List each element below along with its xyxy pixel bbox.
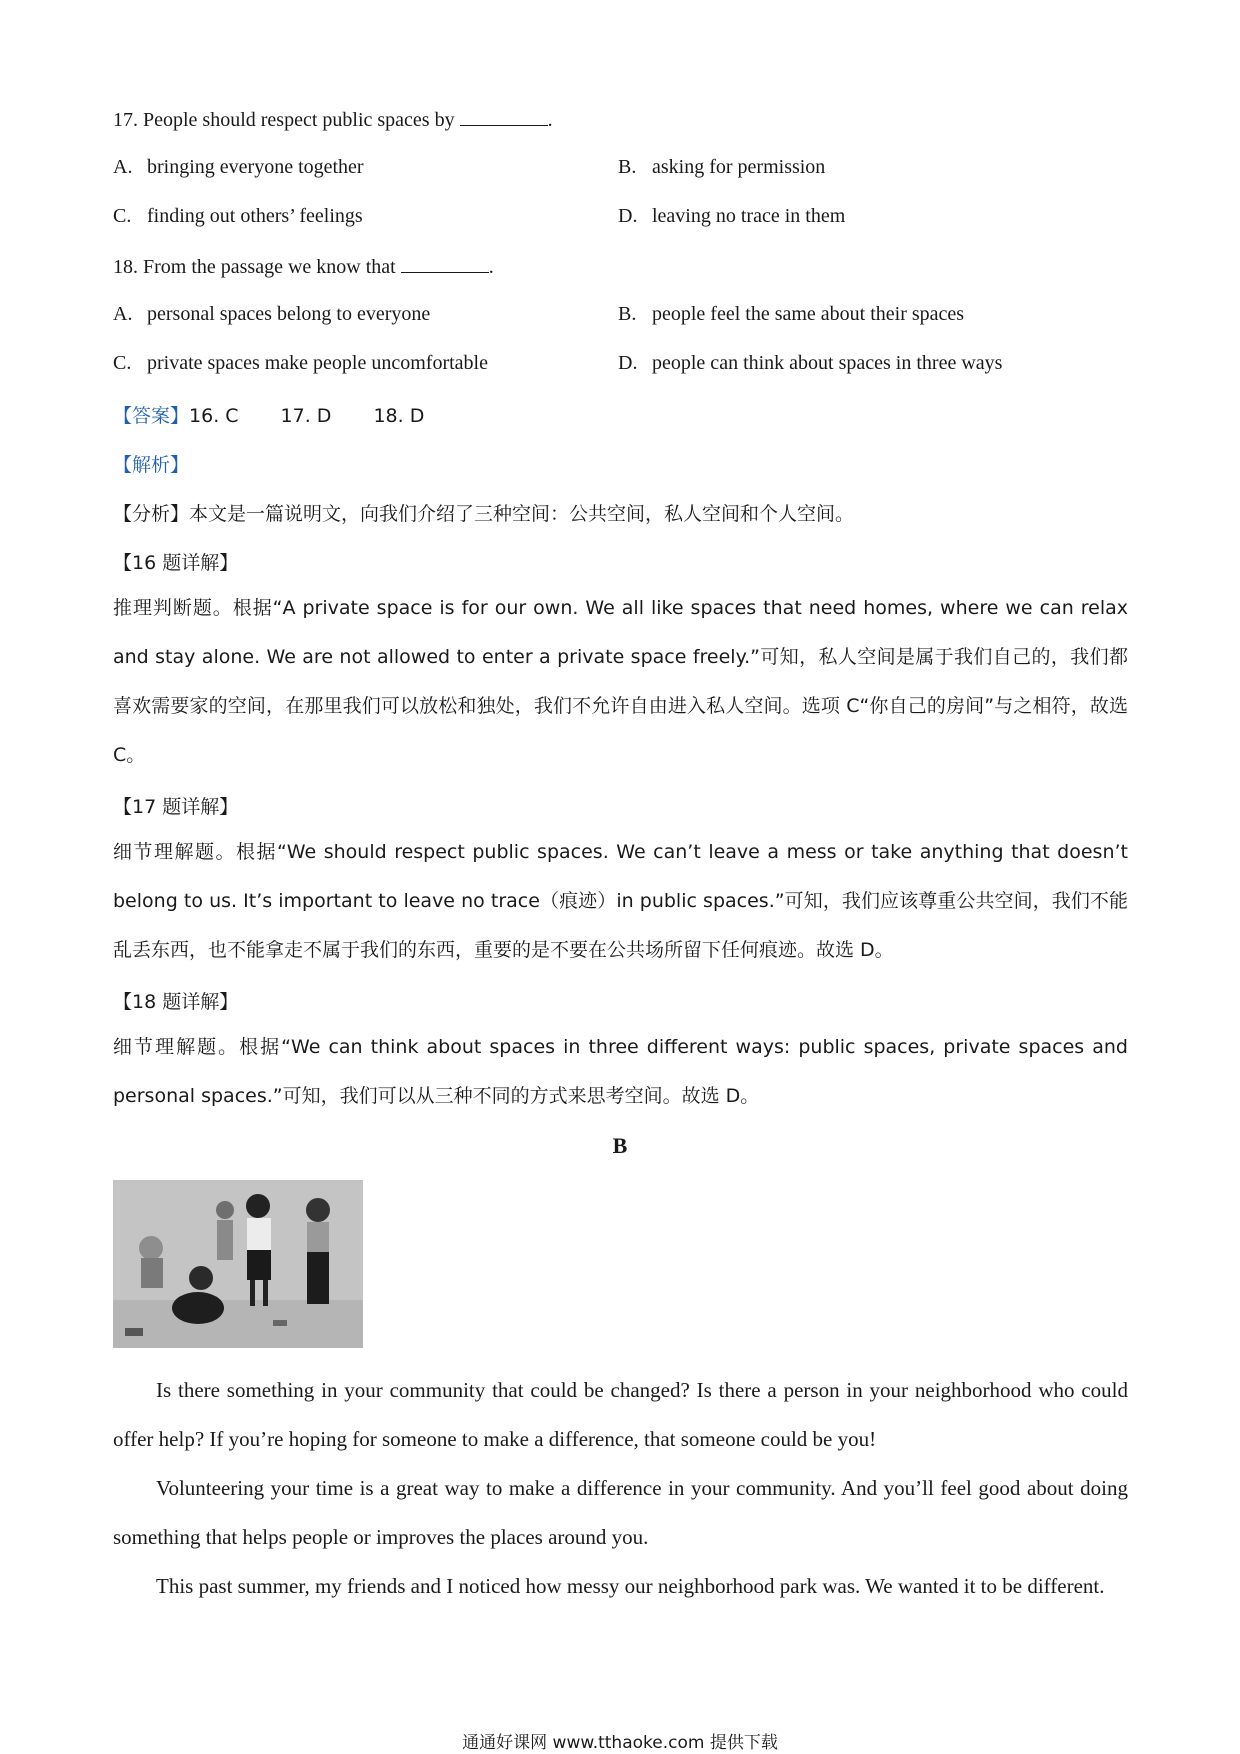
detail17-text: 细节理解题。根据“We should respect public spaces. We can’t leave a mess or take anything that doesn’t belong to us. It’s important to leave no trace（痕迹）in public spaces.”可知，我们应该尊重公共空间，我们不能乱丢东西，也不能拿走不属于我们的东西，重要的是不要在公共场所留下任何痕迹。故选 D。 — [113, 841, 1128, 961]
detail18-label: 【18 题详解】 — [113, 991, 239, 1013]
detail17-label: 【17 题详解】 — [113, 796, 239, 818]
q17-option-d: D. leaving no trace in them — [618, 205, 846, 227]
detail16-label: 【16 题详解】 — [113, 552, 239, 574]
q17-option-a: A. bringing everyone together — [113, 156, 364, 178]
answer-blank — [401, 254, 489, 273]
q17-option-b: B. asking for permission — [618, 156, 826, 178]
passage-illustration — [113, 1180, 363, 1348]
answer-line: 【答案】16. C 17. D 18. D — [113, 405, 425, 427]
section-b-heading: B — [612, 1133, 628, 1158]
analysis-label: 【解析】 — [113, 454, 190, 476]
answer-blank — [460, 107, 548, 126]
page-footer: 通通好课网 www.tthaoke.com 提供下载 — [462, 1733, 778, 1753]
passage-paragraph-3: This past summer, my friends and I noticed how messy our neighborhood park was. We wanted it to be different. — [156, 1574, 1105, 1598]
passage-paragraph-2: Volunteering your time is a great way to make a difference in your community. And you’ll feel good about doing something that helps people or improves the places around you. — [113, 1476, 1128, 1549]
q17-stem: 17. People should respect public spaces by . — [113, 109, 553, 131]
detail16-text: 推理判断题。根据“A private space is for our own. We all like spaces that need homes, where we can relax and stay alone. We are not allowed to enter a private space freely.”可知，私人空间是属于我们自己的，我们都喜欢需要家的空间，在那里我们可以放松和独处，我们不允许自由进入私人空间。选项 C“你自己的房间”与之相符，故选 C。 — [113, 597, 1128, 766]
q17-option-c: C. finding out others’ feelings — [113, 205, 363, 227]
q18-option-c: C. private spaces make people uncomfortable — [113, 352, 488, 374]
q18-option-d: D. people can think about spaces in three ways — [618, 352, 1003, 374]
q18-option-b: B. people feel the same about their spaces — [618, 303, 965, 325]
passage-paragraph-1: Is there something in your community that could be changed? Is there a person in your neighborhood who could offer help? If you’re hoping for someone to make a difference, that someone could be you! — [113, 1378, 1128, 1451]
detail18-text: 细节理解题。根据“We can think about spaces in three different ways: public spaces, private spaces and personal spaces.”可知，我们可以从三种不同的方式来思考空间。故选 D。 — [113, 1036, 1128, 1107]
analysis-summary: 【分析】本文是一篇说明文，向我们介绍了三种空间：公共空间，私人空间和个人空间。 — [113, 503, 855, 525]
answer-label: 【答案】 — [113, 405, 190, 427]
q18-option-a: A. personal spaces belong to everyone — [113, 303, 431, 325]
people-in-park-image — [113, 1180, 363, 1348]
q18-stem: 18. From the passage we know that . — [113, 256, 494, 278]
